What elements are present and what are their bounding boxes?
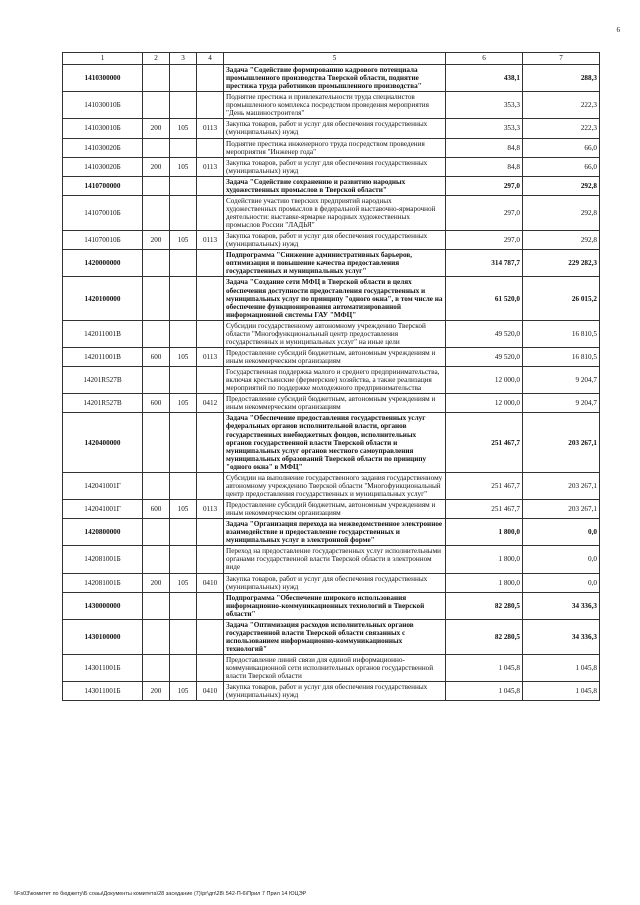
row-section xyxy=(143,250,170,277)
row-category: 0410 xyxy=(197,682,224,701)
row-subsection xyxy=(170,592,197,619)
row-category xyxy=(197,413,224,472)
row-amount-planned: 297,0 xyxy=(446,231,523,250)
table-row xyxy=(63,195,600,230)
row-amount-actual: 292,8 xyxy=(523,176,600,195)
row-subsection: 105 xyxy=(170,157,197,176)
table-row xyxy=(63,394,600,413)
row-amount-actual: 222,3 xyxy=(523,119,600,138)
column-header: 1 xyxy=(63,53,143,65)
row-code: 141030020Б xyxy=(63,138,143,157)
row-section: 200 xyxy=(143,231,170,250)
table-row xyxy=(63,176,600,195)
row-section xyxy=(143,655,170,682)
row-category xyxy=(197,277,224,320)
row-amount-planned: 438,1 xyxy=(446,65,523,92)
row-amount-actual: 203 267,1 xyxy=(523,500,600,519)
row-amount-planned: 314 787,7 xyxy=(446,250,523,277)
table-row xyxy=(63,573,600,592)
row-amount-actual: 1 045,8 xyxy=(523,655,600,682)
row-code: 142081001Б xyxy=(63,546,143,573)
row-category xyxy=(197,519,224,546)
row-description: Предоставление субсидий бюджетным, автономным учреждениям и иным некоммерческим организациям xyxy=(224,347,446,366)
row-amount-actual: 292,8 xyxy=(523,195,600,230)
row-subsection xyxy=(170,176,197,195)
row-section xyxy=(143,592,170,619)
row-subsection xyxy=(170,138,197,157)
row-category xyxy=(197,138,224,157)
row-amount-planned: 353,3 xyxy=(446,92,523,119)
row-amount-actual: 16 810,5 xyxy=(523,347,600,366)
row-subsection xyxy=(170,367,197,394)
row-amount-planned: 251 467,7 xyxy=(446,413,523,472)
row-amount-actual: 9 204,7 xyxy=(523,394,600,413)
row-code: 1410700000 xyxy=(63,176,143,195)
file-path-footer: \\Fs03\комитет по бюджету\Б соаы\Документы комитета\28 заседание (7)\рг\дп\28\ 542-П-6\Прил 7 Прил 14 ЮЦЭР xyxy=(14,891,307,897)
row-description: Закупка товаров, работ и услуг для обеспечения государственных (муниципальных) нужд xyxy=(224,157,446,176)
row-description: Задача "Содействие формированию кадрового потенциала промышленного производства Тверской области, поднятие престижа труда работников промышленного производства" xyxy=(224,65,446,92)
row-amount-actual: 203 267,1 xyxy=(523,413,600,472)
row-code: 1420100000 xyxy=(63,277,143,320)
row-amount-actual: 292,8 xyxy=(523,231,600,250)
row-section xyxy=(143,138,170,157)
row-description: Государственная поддержка малого и среднего предпринимательства, включая крестьянские (фермерские) хозяйства, а также реализация мероприятий по поддержке молодежного предпринимательства xyxy=(224,367,446,394)
row-amount-planned: 1 045,8 xyxy=(446,655,523,682)
row-category xyxy=(197,592,224,619)
row-category xyxy=(197,367,224,394)
row-section xyxy=(143,413,170,472)
row-amount-actual: 34 336,3 xyxy=(523,592,600,619)
row-subsection xyxy=(170,619,197,654)
row-code: 141030010Б xyxy=(63,119,143,138)
row-category: 0113 xyxy=(197,157,224,176)
row-category xyxy=(197,655,224,682)
row-description: Закупка товаров, работ и услуг для обеспечения государственных (муниципальных) нужд xyxy=(224,231,446,250)
row-section xyxy=(143,472,170,499)
row-section xyxy=(143,519,170,546)
row-category xyxy=(197,65,224,92)
row-amount-actual: 229 282,3 xyxy=(523,250,600,277)
row-description: Предоставление субсидий бюджетным, автономным учреждениям и иным некоммерческим организациям xyxy=(224,394,446,413)
table-row xyxy=(63,472,600,499)
row-amount-actual: 0,0 xyxy=(523,573,600,592)
table-row xyxy=(63,519,600,546)
row-code: 142041001Г xyxy=(63,500,143,519)
row-description: Предоставление субсидий бюджетным, автономным учреждениям и иным некоммерческим организациям xyxy=(224,500,446,519)
row-section xyxy=(143,277,170,320)
row-code: 1420000000 xyxy=(63,250,143,277)
table-row xyxy=(63,157,600,176)
row-subsection xyxy=(170,320,197,347)
row-code: 1420400000 xyxy=(63,413,143,472)
row-description: Субсидии на выполнение государственного задания государственному автономному учреждению Тверской области "Многофункциональный центр предоставления государственных и муниципальных услуг" xyxy=(224,472,446,499)
row-category xyxy=(197,619,224,654)
row-amount-actual: 26 015,2 xyxy=(523,277,600,320)
row-category: 0412 xyxy=(197,394,224,413)
row-category xyxy=(197,546,224,573)
row-section xyxy=(143,65,170,92)
row-code: 142011001В xyxy=(63,320,143,347)
row-amount-planned: 1 800,0 xyxy=(446,519,523,546)
row-subsection: 105 xyxy=(170,500,197,519)
row-category: 0113 xyxy=(197,500,224,519)
row-category xyxy=(197,195,224,230)
row-description: Поднятие престижа инженерного труда посредством проведения мероприятия "Инженер года" xyxy=(224,138,446,157)
row-code: 141030020Б xyxy=(63,157,143,176)
row-amount-planned: 84,8 xyxy=(446,138,523,157)
row-amount-planned: 251 467,7 xyxy=(446,472,523,499)
row-section xyxy=(143,320,170,347)
row-subsection xyxy=(170,277,197,320)
row-subsection xyxy=(170,92,197,119)
row-category xyxy=(197,92,224,119)
row-description: Задача "Обеспечение предоставления государственных услуг федеральных органов исполнительной власти, органов государственных внебюджетных фондов, исполнительных органов государственной власти Тверской области и муниципальных услуг органов местного самоуправления муниципальных образований Тверской области по принципу "одного окна" в МФЦ" xyxy=(224,413,446,472)
row-description: Подпрограмма "Снижение административных барьеров, оптимизация и повышение качества предоставления государственных и муниципальных услуг" xyxy=(224,250,446,277)
table-row xyxy=(63,347,600,366)
row-amount-planned: 12 000,0 xyxy=(446,394,523,413)
row-amount-actual: 1 045,8 xyxy=(523,682,600,701)
column-header: 7 xyxy=(523,53,600,65)
column-header: 4 xyxy=(197,53,224,65)
row-code: 141030010Б xyxy=(63,92,143,119)
row-description: Переход на предоставление государственных услуг исполнительными органами государственной власти Тверской области в электронном виде xyxy=(224,546,446,573)
table-row xyxy=(63,92,600,119)
row-category: 0410 xyxy=(197,573,224,592)
table-row xyxy=(63,277,600,320)
row-description: Задача "Создание сети МФЦ в Тверской области в целях обеспечения доступности предоставления государственных и муниципальных услуг по принципу "одного окна", в том числе на обеспечение функционирования автоматизированной информационной системы ГАУ "МФЦ" xyxy=(224,277,446,320)
header-row xyxy=(63,53,600,65)
row-section: 200 xyxy=(143,573,170,592)
row-amount-planned: 82 280,5 xyxy=(446,592,523,619)
row-code: 143011001Б xyxy=(63,682,143,701)
row-amount-planned: 251 467,7 xyxy=(446,500,523,519)
row-amount-planned: 82 280,5 xyxy=(446,619,523,654)
table-row xyxy=(63,413,600,472)
column-header: 2 xyxy=(143,53,170,65)
row-subsection: 105 xyxy=(170,573,197,592)
row-section xyxy=(143,546,170,573)
row-subsection xyxy=(170,519,197,546)
row-category: 0113 xyxy=(197,119,224,138)
row-amount-planned: 1 800,0 xyxy=(446,573,523,592)
table-row xyxy=(63,682,600,701)
row-amount-planned: 84,8 xyxy=(446,157,523,176)
row-amount-planned: 297,0 xyxy=(446,176,523,195)
row-section: 200 xyxy=(143,157,170,176)
row-amount-planned: 353,3 xyxy=(446,119,523,138)
row-amount-actual: 66,0 xyxy=(523,157,600,176)
row-section xyxy=(143,367,170,394)
row-code: 141070010Б xyxy=(63,231,143,250)
row-amount-actual: 66,0 xyxy=(523,138,600,157)
row-code: 142011001В xyxy=(63,347,143,366)
row-description: Задача "Организация перехода на межведомственное электронное взаимодействие и предоставление государственных и муниципальных услуг в электронной форме" xyxy=(224,519,446,546)
row-code: 142081001Б xyxy=(63,573,143,592)
row-description: Закупка товаров, работ и услуг для обеспечения государственных (муниципальных) нужд xyxy=(224,682,446,701)
row-section: 200 xyxy=(143,119,170,138)
column-header: 6 xyxy=(446,53,523,65)
row-description: Поднятие престижа и привлекательности труда специалистов промышленного комплекса посредством проведения мероприятия "День машиностроителя" xyxy=(224,92,446,119)
row-code: 142041001Г xyxy=(63,472,143,499)
row-description: Задача "Содействие сохранению и развитию народных художественных промыслов в Тверской области" xyxy=(224,176,446,195)
row-section: 600 xyxy=(143,500,170,519)
row-description: Задача "Оптимизация расходов исполнительных органов государственной власти Тверской области связанных с использованием информационно-коммуникационных технологий" xyxy=(224,619,446,654)
table-row xyxy=(63,250,600,277)
table-row xyxy=(63,619,600,654)
row-subsection xyxy=(170,472,197,499)
row-section: 600 xyxy=(143,347,170,366)
table-row xyxy=(63,320,600,347)
row-section xyxy=(143,176,170,195)
row-amount-planned: 49 520,0 xyxy=(446,347,523,366)
table-row xyxy=(63,655,600,682)
row-amount-planned: 297,0 xyxy=(446,195,523,230)
row-amount-actual: 9 204,7 xyxy=(523,367,600,394)
row-category: 0113 xyxy=(197,347,224,366)
row-section: 200 xyxy=(143,682,170,701)
row-code: 14201R527В xyxy=(63,367,143,394)
budget-table xyxy=(62,52,600,701)
row-code: 1430000000 xyxy=(63,592,143,619)
table-row xyxy=(63,367,600,394)
row-subsection xyxy=(170,65,197,92)
row-amount-planned: 61 520,0 xyxy=(446,277,523,320)
row-subsection: 105 xyxy=(170,682,197,701)
row-amount-actual: 16 810,5 xyxy=(523,320,600,347)
row-description: Субсидии государственному автономному учреждению Тверской области "Многофункциональный центр предоставления государственных и муниципальных услуг" на иные цели xyxy=(224,320,446,347)
column-header: 3 xyxy=(170,53,197,65)
row-code: 1430100000 xyxy=(63,619,143,654)
row-amount-actual: 0,0 xyxy=(523,546,600,573)
row-amount-planned: 49 520,0 xyxy=(446,320,523,347)
row-description: Предоставление линий связи для единой информационно-коммуникационной сети исполнительных органов государственной власти Тверской области xyxy=(224,655,446,682)
row-code: 1410300000 xyxy=(63,65,143,92)
row-amount-actual: 34 336,3 xyxy=(523,619,600,654)
table-row xyxy=(63,119,600,138)
row-amount-planned: 1 045,8 xyxy=(446,682,523,701)
row-description: Содействие участию тверских предприятий народных художественных промыслов в федеральной выставочно-ярмарочной деятельности: выставке-ярмарке народных художественных промыслов России "ЛАДЬЯ" xyxy=(224,195,446,230)
row-code: 1420800000 xyxy=(63,519,143,546)
row-category: 0113 xyxy=(197,231,224,250)
table-row xyxy=(63,231,600,250)
table-row xyxy=(63,65,600,92)
row-category xyxy=(197,176,224,195)
row-subsection xyxy=(170,250,197,277)
row-amount-planned: 12 000,0 xyxy=(446,367,523,394)
row-code: 143011001Б xyxy=(63,655,143,682)
row-section: 600 xyxy=(143,394,170,413)
row-amount-actual: 222,3 xyxy=(523,92,600,119)
page-number: 6 xyxy=(616,26,620,34)
row-subsection: 105 xyxy=(170,394,197,413)
table-row xyxy=(63,500,600,519)
table-row xyxy=(63,592,600,619)
row-description: Закупка товаров, работ и услуг для обеспечения государственных (муниципальных) нужд xyxy=(224,573,446,592)
row-section xyxy=(143,92,170,119)
row-code: 14201R527В xyxy=(63,394,143,413)
row-subsection: 105 xyxy=(170,119,197,138)
row-subsection: 105 xyxy=(170,347,197,366)
row-description: Подпрограмма "Обеспечение широкого использования информационно-коммуникационных технологий в Тверской области" xyxy=(224,592,446,619)
row-subsection xyxy=(170,655,197,682)
row-subsection xyxy=(170,546,197,573)
row-amount-actual: 0,0 xyxy=(523,519,600,546)
row-amount-actual: 288,3 xyxy=(523,65,600,92)
row-subsection: 105 xyxy=(170,231,197,250)
table-row xyxy=(63,138,600,157)
column-header: 5 xyxy=(224,53,446,65)
row-category xyxy=(197,320,224,347)
row-subsection xyxy=(170,195,197,230)
row-category xyxy=(197,472,224,499)
row-code: 141070010Б xyxy=(63,195,143,230)
row-description: Закупка товаров, работ и услуг для обеспечения государственных (муниципальных) нужд xyxy=(224,119,446,138)
row-amount-planned: 1 800,0 xyxy=(446,546,523,573)
table-row xyxy=(63,546,600,573)
row-subsection xyxy=(170,413,197,472)
row-section xyxy=(143,619,170,654)
row-section xyxy=(143,195,170,230)
row-amount-actual: 203 267,1 xyxy=(523,472,600,499)
row-category xyxy=(197,250,224,277)
